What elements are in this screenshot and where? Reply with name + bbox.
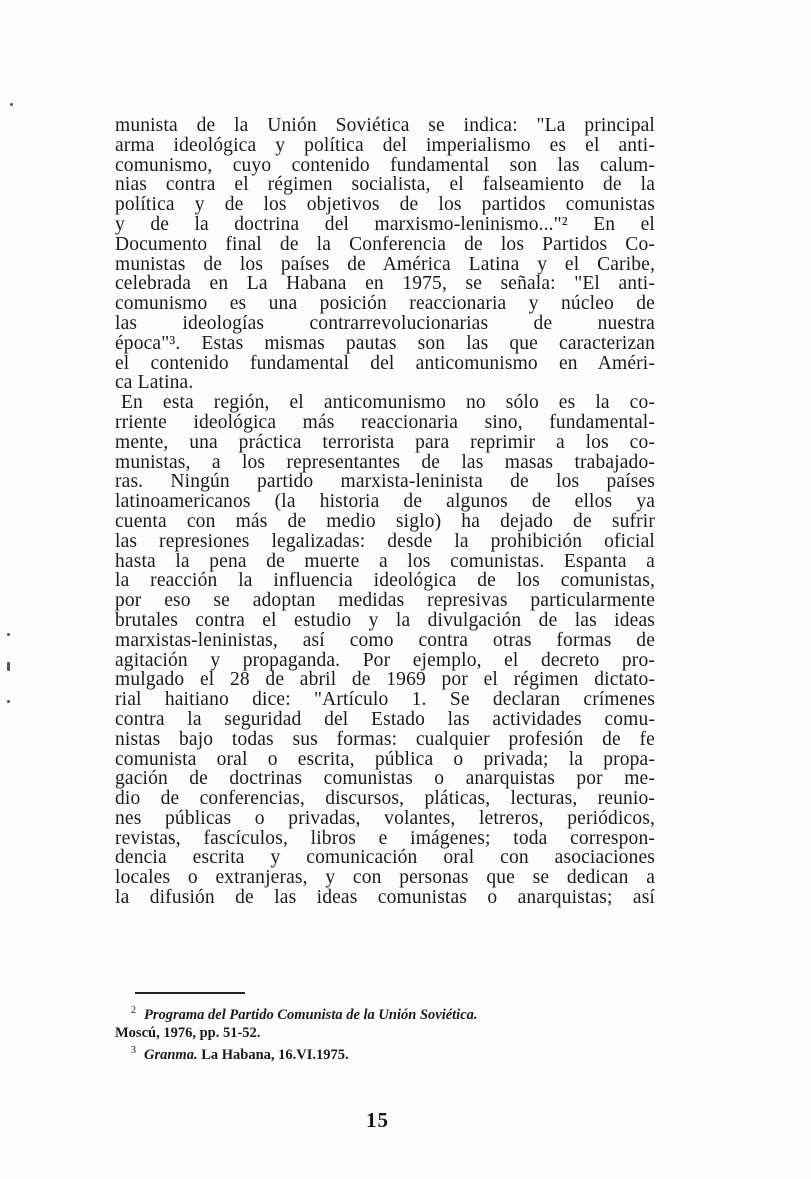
text-line: la difusión de las ideas comunistas o anarquistas; así (115, 887, 655, 909)
scan-speck (7, 633, 10, 636)
text-line: celebrada en La Habana en 1975, se señala: "El anti- (115, 273, 655, 295)
page-number: 15 (366, 1108, 389, 1132)
footnote-citation: La Habana, 16.VI.1975. (201, 1046, 349, 1063)
text-line: nias contra el régimen socialista, el falseamiento de la (115, 174, 655, 196)
text-line: el contenido fundamental del anticomunismo en Améri- (115, 352, 655, 374)
text-line: rial haitiano dice: "Artículo 1. Se declaran crímenes (115, 689, 655, 711)
text-line: las ideologías contrarrevolucionarias de nuestra (115, 312, 655, 334)
text-line: época"³. Estas mismas pautas son las que caracterizan (115, 332, 655, 354)
text-line: latinoamericanos (la historia de algunos de ellos ya (115, 491, 655, 513)
text-line: dio de conferencias, discursos, pláticas, lecturas, reunio- (115, 788, 655, 810)
text-line: por eso se adoptan medidas represivas particularmente (115, 590, 655, 612)
text-line: y de la doctrina del marxismo-leninismo..."² En el (115, 213, 655, 235)
footnote-3 (115, 1042, 655, 1064)
footnote-number: 3 (131, 1044, 136, 1056)
text-line: hasta la pena de muerte a los comunistas. Espanta a (115, 550, 655, 572)
text-line: brutales contra el estudio y la divulgación de las ideas (115, 609, 655, 631)
text-line: marxistas-leninistas, así como contra otras formas de (115, 629, 655, 651)
text-line: dencia escrita y comunicación oral con asociaciones (115, 847, 655, 869)
footnote-2 (115, 1002, 655, 1024)
text-line: política y de los objetivos de los partidos comunistas (115, 194, 655, 216)
text-line: cuenta con más de medio siglo) ha dejado de sufrir (115, 510, 655, 532)
footnote-number: 2 (131, 1005, 136, 1016)
text-line: contra la seguridad del Estado las actividades comu- (115, 708, 655, 730)
text-line: comunismo, cuyo contenido fundamental son las calum- (115, 154, 655, 176)
scan-speck (7, 662, 10, 671)
body-text (115, 116, 655, 908)
footnote-title: Programa del Partido Comunista de la Unión Soviética. (144, 1006, 478, 1023)
text-line: munista de la Unión Soviética se indica: "La principal (115, 115, 655, 136)
text-line: nistas bajo todas sus formas: cualquier profesión de fe (115, 728, 655, 750)
scan-speck (10, 103, 13, 106)
footnote-2-continuation (115, 1024, 655, 1042)
text-line: gación de doctrinas comunistas o anarquistas por me- (115, 768, 655, 790)
text-line: munistas, a los representantes de las masas trabajado- (115, 451, 655, 473)
text-line: mente, una práctica terrorista para reprimir a los co- (115, 431, 655, 453)
scan-speck (7, 700, 10, 703)
text-line: arma ideológica y política del imperialismo es el anti- (115, 134, 655, 156)
text-line: comunista oral o escrita, pública o privada; la propa- (115, 748, 655, 770)
text-line: mulgado el 28 de abril de 1969 por el régimen dictato- (115, 669, 655, 691)
footnote-title: Granma. (144, 1046, 198, 1063)
text-line: nes públicas o privadas, volantes, letreros, periódicos, (115, 807, 655, 829)
text-line: locales o extranjeras, y con personas que se dedican a (115, 867, 655, 889)
text-line: En esta región, el anticomunismo no sólo es la co- (121, 392, 655, 414)
text-line: ras. Ningún partido marxista-leninista de los países (115, 471, 655, 493)
text-line: la reacción la influencia ideológica de los comunistas, (115, 570, 655, 592)
text-line: munistas de los países de América Latina y el Caribe, (115, 253, 655, 275)
text-line: agitación y propaganda. Por ejemplo, el decreto pro- (115, 649, 655, 671)
text-line: las represiones legalizadas: desde la prohibición oficial (115, 530, 655, 552)
footnote-divider (135, 992, 245, 994)
footnote-citation: Moscú, 1976, pp. 51-52. (115, 1024, 261, 1041)
text-line: comunismo es una posición reaccionaria y núcleo de (115, 293, 655, 315)
text-line: rriente ideológica más reaccionaria sino, fundamental- (115, 411, 655, 433)
text-line: ca Latina. (115, 372, 194, 394)
text-line: Documento final de la Conferencia de los Partidos Co- (115, 233, 655, 255)
text-line: revistas, fascículos, libros e imágenes; toda correspon- (115, 827, 655, 849)
footnotes (115, 1002, 655, 1064)
